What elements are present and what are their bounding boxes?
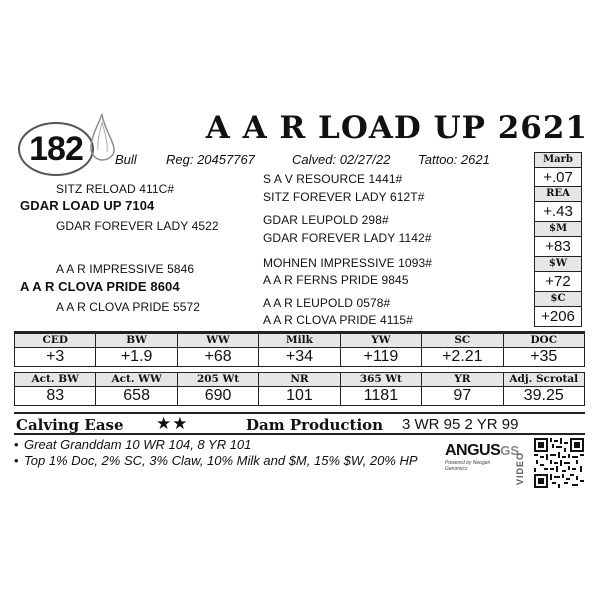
sire-dam-sire: GDAR LEUPOLD 298# xyxy=(263,213,389,227)
side-epd-column xyxy=(534,152,582,327)
video-label[interactable] xyxy=(515,445,527,485)
note-item xyxy=(14,453,444,469)
m-index-label: $M xyxy=(535,222,581,237)
actuals-value: 1181 xyxy=(340,387,421,406)
marb-box xyxy=(534,152,582,187)
actuals-header: Adj. Scrotal xyxy=(503,373,584,387)
calved-date: Calved: 02/27/22 xyxy=(292,152,391,167)
epd-value: +68 xyxy=(177,348,258,367)
epd-header: SC xyxy=(422,334,503,348)
angus-gs-logo xyxy=(445,442,520,472)
dam-production-label: Dam Production xyxy=(246,416,384,434)
actuals-table xyxy=(14,372,585,406)
epd-header: DOC xyxy=(503,334,584,348)
m-index-value: +83 xyxy=(545,238,571,255)
lot-number: 182 xyxy=(29,129,83,168)
sire-dam: GDAR FOREVER LADY 4522 xyxy=(56,219,219,233)
epd-value: +34 xyxy=(259,348,340,367)
w-index-label: $W xyxy=(535,257,581,272)
marb-label: Marb xyxy=(535,153,581,168)
actuals-value: 690 xyxy=(177,387,258,406)
actuals-value: 39.25 xyxy=(503,387,584,406)
sire-dam-dam: GDAR FOREVER LADY 1142# xyxy=(263,231,432,245)
sire-sire-sire: S A V RESOURCE 1441# xyxy=(263,172,403,186)
marb-value: +.07 xyxy=(543,169,573,186)
note-text: Great Granddam 10 WR 104, 8 YR 101 xyxy=(24,437,252,452)
dam-dam: A A R CLOVA PRIDE 5572 xyxy=(56,300,201,314)
dam-dam-sire: A A R LEUPOLD 0578# xyxy=(263,296,391,310)
epd-header: WW xyxy=(177,334,258,348)
rea-value: +.43 xyxy=(543,203,573,220)
angus-logo-tagline: Powered by Neogen Genomics xyxy=(445,460,491,472)
bullet-icon: • xyxy=(14,437,19,452)
actuals-header: Act. BW xyxy=(15,373,96,387)
dam-sire-dam: A A R FERNS PRIDE 9845 xyxy=(263,273,409,287)
dam-sire-sire: MOHNEN IMPRESSIVE 1093# xyxy=(263,256,433,270)
qr-code-icon[interactable] xyxy=(534,438,584,488)
bullet-icon: • xyxy=(14,453,19,468)
epd-header: YW xyxy=(340,334,421,348)
c-index-label: $C xyxy=(535,292,581,307)
epd-value: +3 xyxy=(15,348,96,367)
animal-name: A A R LOAD UP 2621 xyxy=(205,110,588,146)
sire: GDAR LOAD UP 7104 xyxy=(20,198,155,213)
epd-value-row xyxy=(15,348,585,367)
note-text: Top 1% Doc, 2% SC, 3% Claw, 10% Milk and $M, 15% $W, 20% HP xyxy=(24,453,418,468)
w-index-value: +72 xyxy=(545,273,571,290)
registration-number: Reg: 20457767 xyxy=(166,152,255,167)
actuals-header: 365 Wt xyxy=(340,373,421,387)
actuals-header: Act. WW xyxy=(96,373,177,387)
actuals-value: 658 xyxy=(96,387,177,406)
epd-header-row xyxy=(15,334,585,348)
sire-sire: SITZ RELOAD 411C# xyxy=(56,182,175,196)
epd-value: +1.9 xyxy=(96,348,177,367)
actuals-header-row xyxy=(15,373,585,387)
actuals-value-row xyxy=(15,387,585,406)
c-index-value: +206 xyxy=(541,308,575,325)
dam-sire: A A R IMPRESSIVE 5846 xyxy=(56,262,195,276)
calving-ease-label: Calving Ease xyxy=(16,416,124,434)
epd-table xyxy=(14,333,585,367)
actuals-header: NR xyxy=(259,373,340,387)
epd-value: +119 xyxy=(340,348,421,367)
rea-label: REA xyxy=(535,187,581,202)
calving-ease-stars: ★★ xyxy=(156,414,189,433)
dam-production-values: 3 WR 95 2 YR 99 xyxy=(402,416,519,433)
lot-number-badge xyxy=(18,122,94,176)
aar-flame-logo-icon xyxy=(88,112,118,162)
angus-logo-main: ANGUS xyxy=(445,442,501,459)
divider-bottom xyxy=(14,433,585,435)
epd-header: Milk xyxy=(259,334,340,348)
m-index-box xyxy=(534,222,582,257)
w-index-box xyxy=(534,257,582,292)
note-item xyxy=(14,437,444,453)
epd-header: BW xyxy=(96,334,177,348)
actuals-header: YR xyxy=(422,373,503,387)
c-index-box xyxy=(534,292,582,327)
sire-sire-dam: SITZ FOREVER LADY 612T# xyxy=(263,190,425,204)
epd-value: +2.21 xyxy=(422,348,503,367)
epd-value: +35 xyxy=(503,348,584,367)
dam-dam-dam: A A R CLOVA PRIDE 4115# xyxy=(263,313,413,327)
actuals-header: 205 Wt xyxy=(177,373,258,387)
divider-middle xyxy=(14,412,585,414)
tattoo: Tattoo: 2621 xyxy=(418,152,490,167)
actuals-value: 83 xyxy=(15,387,96,406)
actuals-value: 97 xyxy=(422,387,503,406)
rea-box xyxy=(534,187,582,222)
dam: A A R CLOVA PRIDE 8604 xyxy=(20,279,180,294)
sex-label: Bull xyxy=(115,152,137,167)
epd-header: CED xyxy=(15,334,96,348)
video-label-text: VIDEO xyxy=(515,451,525,485)
angus-logo-suffix: GS xyxy=(500,443,520,458)
notes-list xyxy=(14,437,444,469)
actuals-value: 101 xyxy=(259,387,340,406)
